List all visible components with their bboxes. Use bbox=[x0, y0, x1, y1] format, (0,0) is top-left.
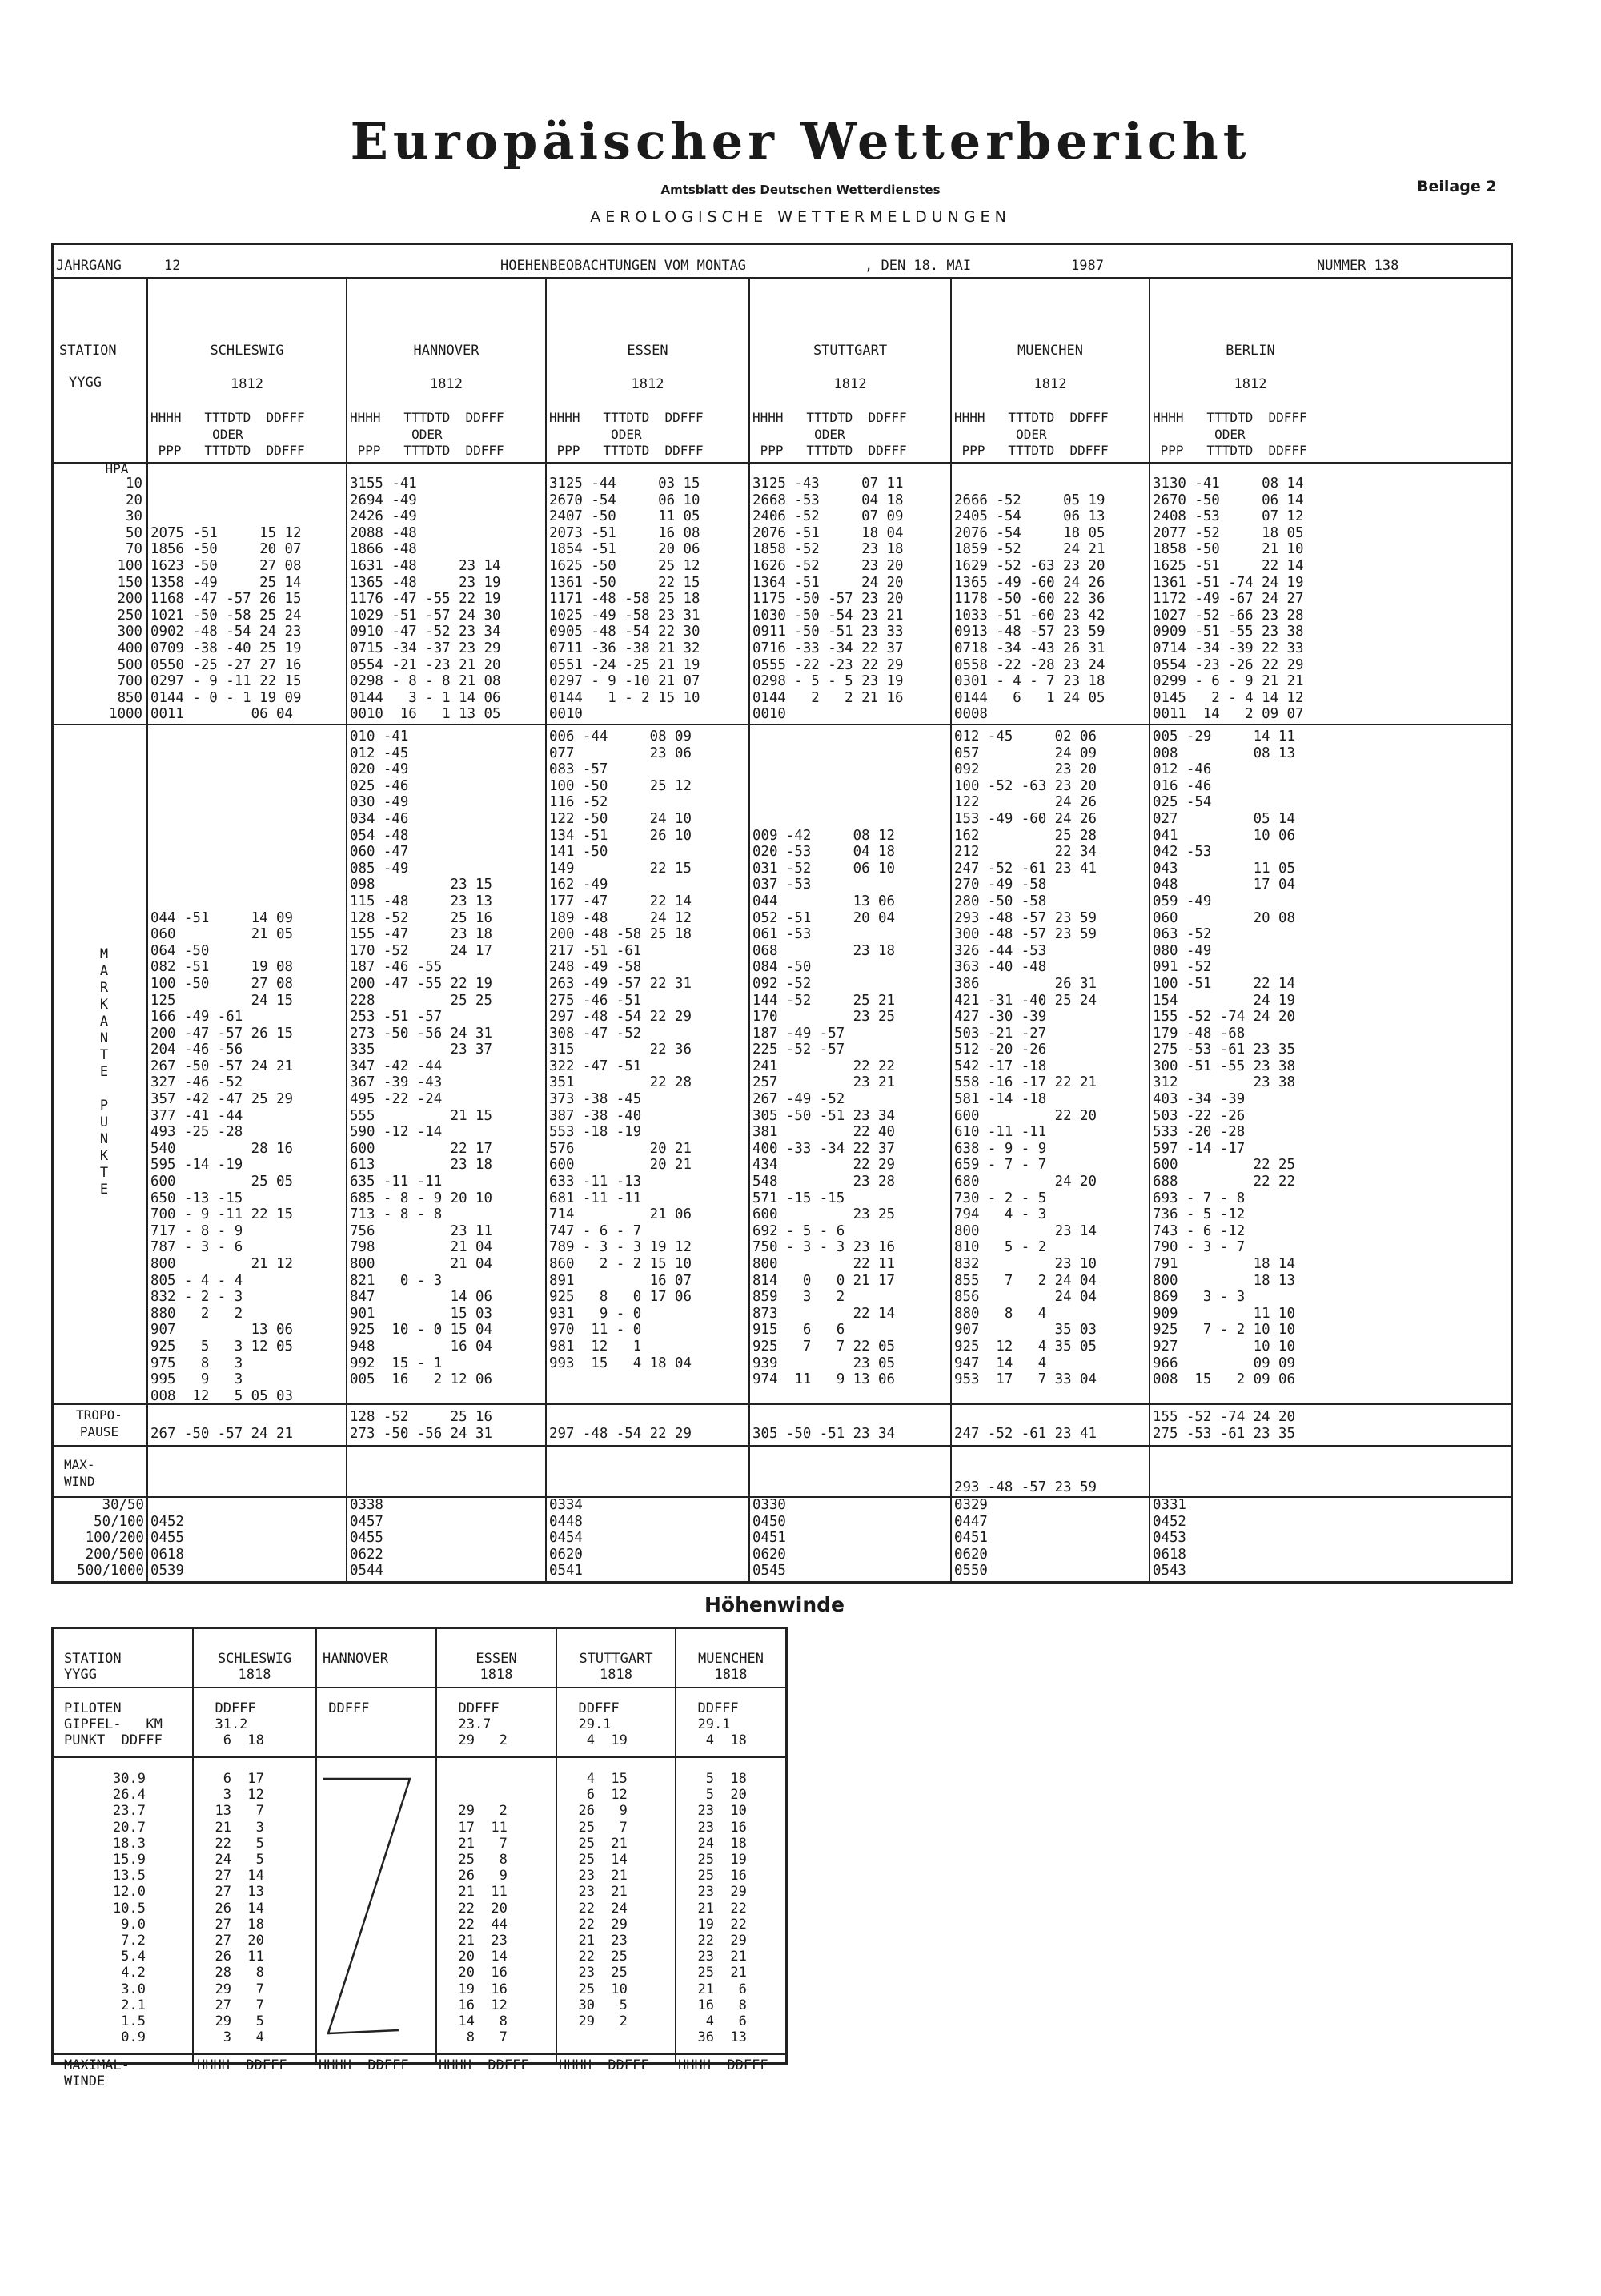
station-name-stuttgart: STUTTGART bbox=[813, 343, 888, 359]
station-yygg: 1812 bbox=[1033, 376, 1067, 392]
winds-frame-top bbox=[51, 1627, 788, 1629]
max-winds-header: HHHH DDFFF bbox=[559, 2057, 649, 2073]
frame-bottom bbox=[51, 1581, 1513, 1584]
col-header: HHHH TTTDTD DDFFF ODER PPP TTTDTD DDFFF bbox=[150, 410, 305, 459]
markante-punkte-label: M A R K A N T E P U N K T E bbox=[99, 946, 109, 1198]
winds-col-sep bbox=[556, 1627, 557, 2065]
winds-frame-right bbox=[785, 1627, 788, 2065]
col-sep bbox=[748, 277, 750, 1584]
piloten-hannover: DDFFF bbox=[320, 1700, 370, 1716]
no-data-mark bbox=[315, 1761, 435, 2049]
winds-station-hannover: HANNOVER bbox=[323, 1651, 388, 1667]
maxwind-muenchen: 293 -48 -57 23 59 bbox=[954, 1479, 1097, 1495]
sig-points-berlin: 005 -29 14 11 008 08 13 012 -46 016 -46 025 -54 027 05 14 041 10 06 042 -53 043 11 05 048 17 04 059 -49 060 20 08 063 -52 080 -49 091 -52 100 -51 22 14 154 24 19 155 -52 -74 24 20 179 -48 -68 275 -53 -61 23 35 300 -51 -55 23 38 312 23 38 403 -34 -39 503 -22 -26 533 -20 -28 597 -14 -17 600 22 25 688 22 22 693 - 7 - 8 736 - 5 -12 743 - 6 -12 790 - 3 - 7 791 18 14 800 18 13 869 3 - 3 909 11 10 925 7 - 2 10 10 927 10 10 966 09 09 008 15 2 09 06 bbox=[1153, 729, 1295, 1388]
frame-left bbox=[51, 243, 54, 1584]
sig-points-muenchen: 012 -45 02 06 057 24 09 092 23 20 100 -52 -63 23 20 122 24 26 153 -49 -60 24 26 162 25 28 212 22 34 247 -52 -61 23 41 270 -49 -58 280 -50 -58 293 -48 -57 23 59 300 -48 -57 23 59 326 -44 -53 363 -40 -48 386 26 31 421 -31 -40 25 24 427 -30 -39 503 -21 -27 512 -20 -26 542 -17 -18 558 -16 -17 22 21 581 -14 -18 600 22 20 610 -11 -11 638 - 9 - 9 659 - 7 - 7 680 24 20 730 - 2 - 5 794 4 - 3 800 23 14 810 5 - 2 832 23 10 855 7 2 24 04 856 24 04 880 8 4 907 35 03 925 12 4 35 05 947 14 4 953 17 7 33 04 bbox=[954, 729, 1097, 1388]
thickness-hannover: 0338 0457 0455 0622 0544 bbox=[350, 1497, 383, 1580]
max-winds-header: HHHH DDFFF bbox=[319, 2057, 409, 2073]
tropopause-berlin: 155 -52 -74 24 20 275 -53 -61 23 35 bbox=[1153, 1409, 1295, 1442]
tropopause-muenchen: 247 -52 -61 23 41 bbox=[954, 1425, 1097, 1442]
piloten-stuttgart: DDFFF 29.1 4 19 bbox=[578, 1700, 628, 1749]
winds-schleswig: 6 17 3 12 13 7 21 3 22 5 24 5 27 14 27 13 26 14 27 18 27 20 26 11 28 8 29 7 27 7 29 5 3 4 bbox=[215, 1771, 264, 2046]
pressure-levels: 10 20 30 50 70 100 150 200 250 300 400 500 700 850 1000 bbox=[109, 476, 142, 723]
thickness-stuttgart: 0330 0450 0451 0620 0545 bbox=[752, 1497, 786, 1580]
tropopause-hannover: 128 -52 25 16 273 -50 -56 24 31 bbox=[350, 1409, 492, 1442]
date-line: , DEN 18. MAI bbox=[865, 258, 972, 274]
hoehenwinde-title: Höhenwinde bbox=[704, 1593, 845, 1616]
obs-line: HOEHENBEOBACHTUNGEN VOM MONTAG bbox=[500, 258, 747, 274]
levels-divider bbox=[51, 462, 1513, 464]
max-winds-header: HHHH DDFFF bbox=[197, 2057, 287, 2073]
page-title: Europäischer Wetterbericht bbox=[350, 112, 1251, 171]
sig-points-essen: 006 -44 08 09 077 23 06 083 -57 100 -50 25 12 116 -52 122 -50 24 10 134 -51 26 10 141 -50 149 22 15 162 -49 177 -47 22 14 189 -48 24 12 200 -48 -58 25 18 217 -51 -61 248 -49 -58 263 -49 -57 22 31 275 -46 -51 297 -48 -54 22 29 308 -47 -52 315 22 36 322 -47 -51 351 22 28 373 -38 -45 387 -38 -40 553 -18 -19 576 20 21 600 20 21 633 -11 -13 681 -11 -11 714 21 06 747 - 6 - 7 789 - 3 - 3 19 12 860 2 - 2 15 10 891 16 07 925 8 0 17 06 931 9 - 0 970 11 - 0 981 12 1 993 15 4 18 04 bbox=[549, 729, 692, 1371]
thickness-essen: 0334 0448 0454 0620 0541 bbox=[549, 1497, 583, 1580]
station-name-hannover: HANNOVER bbox=[413, 343, 479, 359]
col-sep bbox=[1149, 277, 1150, 1584]
std-levels-berlin: 3130 -41 08 14 2670 -50 06 14 2408 -53 07 12 2077 -52 18 05 1858 -50 21 10 1625 -51 22 14 1361 -51 -74 24 19 1172 -49 -67 24 27 1027 -52 -66 23 28 0909 -51 -55 23 38 0714 -34 -39 22 33 0554 -23 -26 22 29 0299 - 6 - 9 21 21 0145 2 - 4 14 12 0011 14 2 09 07 bbox=[1153, 476, 1304, 723]
thickness-labels: 30/50 50/100 100/200 200/500 500/1000 bbox=[77, 1497, 144, 1580]
tropopause-stuttgart: 305 -50 -51 23 34 bbox=[752, 1425, 895, 1442]
winds-muenchen: 5 18 5 20 23 10 23 16 24 18 25 19 25 16 23 29 21 22 19 22 22 29 23 21 25 21 21 6 16 8 4 6 36 13 bbox=[697, 1771, 747, 2046]
sig-points-hannover: 010 -41 012 -45 020 -49 025 -46 030 -49 034 -46 054 -48 060 -47 085 -49 098 23 15 115 -48 23 13 128 -52 25 16 155 -47 23 18 170 -52 24 17 187 -46 -55 200 -47 -55 22 19 228 25 25 253 -51 -57 273 -50 -56 24 31 335 23 37 347 -42 -44 367 -39 -43 495 -22 -24 555 21 15 590 -12 -14 600 22 17 613 23 18 635 -11 -11 685 - 8 - 9 20 10 713 - 8 - 8 756 23 11 798 21 04 800 21 04 821 0 - 3 847 14 06 901 15 03 925 10 - 0 15 04 948 16 04 992 15 - 1 005 16 2 12 06 bbox=[350, 729, 492, 1388]
frame-top bbox=[51, 243, 1513, 245]
col-header: HHHH TTTDTD DDFFF ODER PPP TTTDTD DDFFF bbox=[954, 410, 1109, 459]
col-sep bbox=[146, 277, 148, 1584]
station-name-muenchen: MUENCHEN bbox=[1017, 343, 1083, 359]
subtitle: Amtsblatt des Deutschen Wetterdienstes bbox=[660, 183, 941, 197]
winds-col-sep bbox=[192, 1627, 194, 2065]
station-yygg: 1812 bbox=[631, 376, 664, 392]
jahrgang-label: JAHRGANG bbox=[56, 258, 122, 274]
header-divider bbox=[51, 277, 1513, 279]
winds-row-divider bbox=[51, 1756, 788, 1758]
station-name-schleswig: SCHLESWIG bbox=[210, 343, 284, 359]
col-header: HHHH TTTDTD DDFFF ODER PPP TTTDTD DDFFF bbox=[752, 410, 907, 459]
tropopause-label: TROPO- PAUSE bbox=[76, 1407, 122, 1439]
col-header: HHHH TTTDTD DDFFF ODER PPP TTTDTD DDFFF bbox=[1153, 410, 1307, 459]
tropopause-schleswig: 267 -50 -57 24 21 bbox=[150, 1425, 293, 1442]
winds-essen: 29 2 17 11 21 7 25 8 26 9 21 11 22 20 22 44 21 23 20 14 20 16 19 16 16 12 14 8 8 7 bbox=[458, 1803, 508, 2046]
winds-row-divider bbox=[51, 2053, 788, 2055]
station-yygg: 1812 bbox=[833, 376, 867, 392]
piloten-muenchen: DDFFF 29.1 4 18 bbox=[697, 1700, 747, 1749]
thickness-muenchen: 0329 0447 0451 0620 0550 bbox=[954, 1497, 988, 1580]
wind-heights: 30.9 26.4 23.7 20.7 18.3 15.9 13.5 12.0 10.5 9.0 7.2 5.4 4.2 3.0 2.1 1.5 0.9 bbox=[113, 1771, 146, 2046]
piloten-schleswig: DDFFF 31.2 6 18 bbox=[215, 1700, 264, 1749]
winds-row-divider bbox=[51, 1687, 788, 1688]
col-sep bbox=[346, 277, 347, 1584]
maxwind-divider bbox=[51, 1445, 1513, 1447]
winds-col-sep bbox=[435, 1627, 437, 2065]
piloten-essen: DDFFF 23.7 29 2 bbox=[458, 1700, 508, 1749]
station-label: STATION bbox=[59, 343, 117, 359]
std-levels-muenchen: 2666 -52 05 19 2405 -54 06 13 2076 -54 18 05 1859 -52 24 21 1629 -52 -63 23 20 1365 -49 -60 24 26 1178 -50 -60 22 36 1033 -51 -60 23 42 0913 -48 -57 23 59 0718 -34 -43 26 31 0558 -22 -28 23 24 0301 - 4 - 7 23 18 0144 6 1 24 05 0008 bbox=[954, 492, 1105, 723]
winds-stuttgart: 4 15 6 12 26 9 25 7 25 21 25 14 23 21 23 21 22 24 22 29 21 23 22 25 23 25 25 10 30 5 29 2 bbox=[578, 1771, 628, 2030]
col-sep bbox=[950, 277, 952, 1584]
winds-col-sep bbox=[675, 1627, 676, 2065]
station-yygg: 1812 bbox=[430, 376, 463, 392]
winds-frame-left bbox=[51, 1627, 54, 2065]
maxwind-label: MAX- WIND bbox=[64, 1457, 95, 1489]
piloten-label: PILOTEN GIPFEL- KM PUNKT DDFFF bbox=[64, 1700, 163, 1749]
maximal-winde-label: MAXIMAL- WINDE bbox=[64, 2057, 130, 2090]
sig-points-schleswig: 044 -51 14 09 060 21 05 064 -50 082 -51 19 08 100 -50 27 08 125 24 15 166 -49 -61 200 -47 -57 26 15 204 -46 -56 267 -50 -57 24 21 327 -46 -52 357 -42 -47 25 29 377 -41 -44 493 -25 -28 540 28 16 595 -14 -19 600 25 05 650 -13 -15 700 - 9 -11 22 15 717 - 8 - 9 787 - 3 - 6 800 21 12 805 - 4 - 4 832 - 2 - 3 880 2 2 907 13 06 925 5 3 12 05 975 8 3 995 9 3 008 12 5 05 03 bbox=[150, 909, 293, 1404]
std-levels-hannover: 3155 -41 2694 -49 2426 -49 2088 -48 1866 -48 1631 -48 23 14 1365 -48 23 19 1176 -47 -55 22 19 1029 -51 -57 24 30 0910 -47 -52 23 34 0715 -34 -37 23 29 0554 -21 -23 21 20 0298 - 8 - 8 21 08 0144 3 - 1 14 06 0010 16 1 13 05 bbox=[350, 476, 501, 723]
std-levels-essen: 3125 -44 03 15 2670 -54 06 10 2407 -50 11 05 2073 -51 16 08 1854 -51 20 06 1625 -50 25 12 1361 -50 22 15 1171 -48 -58 25 18 1025 -49 -58 23 31 0905 -48 -54 22 30 0711 -36 -38 21 32 0551 -24 -25 21 19 0297 - 9 -10 21 07 0144 1 - 2 15 10 0010 bbox=[549, 476, 700, 723]
tropopause-essen: 297 -48 -54 22 29 bbox=[549, 1425, 692, 1442]
winds-frame-bottom bbox=[51, 2062, 788, 2065]
winds-station-muenchen: MUENCHEN 1818 bbox=[698, 1651, 764, 1684]
sig-divider bbox=[51, 724, 1513, 725]
winds-station-label: STATION YYGG bbox=[64, 1651, 122, 1684]
yygg-label: YYGG bbox=[69, 375, 102, 391]
station-yygg: 1812 bbox=[231, 376, 263, 392]
station-name-berlin: BERLIN bbox=[1226, 343, 1275, 359]
col-header: HHHH TTTDTD DDFFF ODER PPP TTTDTD DDFFF bbox=[549, 410, 704, 459]
station-name-essen: ESSEN bbox=[627, 343, 668, 359]
winds-station-essen: ESSEN 1818 bbox=[475, 1651, 517, 1684]
thickness-schleswig: 0452 0455 0618 0539 bbox=[150, 1513, 184, 1580]
thickness-berlin: 0331 0452 0453 0618 0543 bbox=[1153, 1497, 1186, 1580]
col-header: HHHH TTTDTD DDFFF ODER PPP TTTDTD DDFFF bbox=[350, 410, 504, 459]
std-levels-schleswig: 2075 -51 15 12 1856 -50 20 07 1623 -50 27 08 1358 -49 25 14 1168 -47 -57 26 15 1021 -50 -58 25 24 0902 -48 -54 24 23 0709 -38 -40 25 19 0550 -25 -27 27 16 0297 - 9 -11 22 15 0144 - 0 - 1 19 09 0011 06 04 bbox=[150, 524, 302, 723]
year: 1987 bbox=[1071, 258, 1104, 274]
jahrgang-value: 12 bbox=[164, 258, 181, 274]
nummer: NUMMER 138 bbox=[1317, 258, 1399, 274]
hpa-label: HPA bbox=[105, 461, 129, 476]
max-winds-header: HHHH DDFFF bbox=[678, 2057, 768, 2073]
sig-points-stuttgart: 009 -42 08 12 020 -53 04 18 031 -52 06 10 037 -53 044 13 06 052 -51 20 04 061 -53 068 23 18 084 -50 092 -52 144 -52 25 21 170 23 25 187 -49 -57 225 -52 -57 241 22 22 257 23 21 267 -49 -52 305 -50 -51 23 34 381 22 40 400 -33 -34 22 37 434 22 29 548 23 28 571 -15 -15 600 23 25 692 - 5 - 6 750 - 3 - 3 23 16 800 22 11 814 0 0 21 17 859 3 2 873 22 14 915 6 6 925 7 7 22 05 939 23 05 974 11 9 13 06 bbox=[752, 827, 895, 1388]
section-title: AEROLOGISCHE WETTERMELDUNGEN bbox=[590, 208, 1011, 226]
col-sep bbox=[545, 277, 547, 1584]
std-levels-stuttgart: 3125 -43 07 11 2668 -53 04 18 2406 -52 07 09 2076 -51 18 04 1858 -52 23 18 1626 -52 23 20 1364 -51 24 20 1175 -50 -57 23 20 1030 -50 -54 23 21 0911 -50 -51 23 33 0716 -33 -34 22 37 0555 -22 -23 22 29 0298 - 5 - 5 23 19 0144 2 2 21 16 0010 bbox=[752, 476, 904, 723]
beilage-label: Beilage 2 bbox=[1417, 178, 1497, 195]
frame-right bbox=[1511, 243, 1513, 1584]
winds-station-stuttgart: STUTTGART 1818 bbox=[579, 1651, 653, 1684]
station-yygg: 1812 bbox=[1234, 376, 1267, 392]
winds-station-schleswig: SCHLESWIG 1818 bbox=[217, 1651, 292, 1684]
max-winds-header: HHHH DDFFF bbox=[439, 2057, 529, 2073]
